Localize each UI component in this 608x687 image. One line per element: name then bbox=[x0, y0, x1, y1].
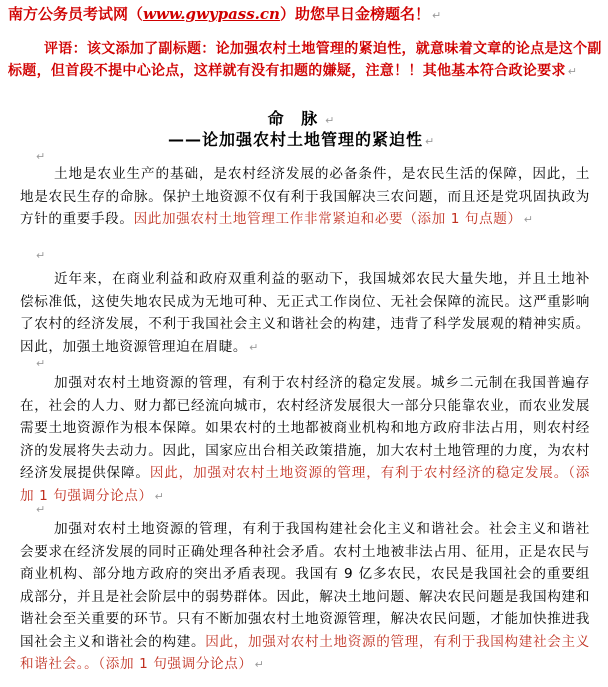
banner-prefix: 南方公务员考试网（ bbox=[8, 5, 144, 23]
paragraph-3-annotation: 因此，加强对农村土地资源的管理，有利于农村经济的稳定发展。（添加 1 句强调分论点） bbox=[20, 465, 590, 504]
paragraph-mark-icon: ↵ bbox=[154, 489, 165, 503]
paragraph-mark-icon: ↵ bbox=[431, 9, 442, 22]
empty-line-mark-icon: ↵ bbox=[36, 249, 46, 262]
paragraph-4-text: 加强对农村土地资源的管理，有利于我国构建社会化主义和谐社会。社会主义和谐社会要求在经济发展的同时正确处理各种社会矛盾。农村土地被非法占用、征用，正是农民与商业机构、部分地方政府的突出矛盾表现。我国有 9 亿多农民，农民是我国社会的重要组成部分，并且是社会阶层中的弱势群体。因此，解决土地问题、解决农民问题是我国构建和谐社会至关重要的环节。只有不断加强农村土地资源管理，解决农民问题，才能加快推进我国社会主义和谐社会的构建。 bbox=[20, 521, 590, 650]
empty-line-mark-icon: ↵ bbox=[36, 503, 46, 516]
paragraph-mark-icon: ↵ bbox=[325, 114, 341, 127]
essay-subtitle-text: ——论加强农村土地管理的紧迫性 bbox=[168, 130, 424, 149]
paragraph-2 bbox=[20, 268, 590, 359]
site-url-link[interactable]: www.gwypass.cn bbox=[143, 5, 280, 23]
paragraph-3-text: 加强对农村土地资源的管理，有利于农村经济的稳定发展。城乡二元制在我国普遍存在，社会的人力、财力都已经流向城市，农村经济发展很大一部分只能靠农业，而农业发展需要土地资源作为根本保障。如果农村的土地都被商业机构和地方政府非法占用，则农村经济的发展将失去动力。因此，国家应出台相关政策措施，加大农村土地管理的力度，为农村经济发展提供保障。 bbox=[20, 375, 590, 481]
paragraph-mark-icon: ↵ bbox=[249, 340, 259, 354]
paragraph-1 bbox=[20, 163, 590, 232]
paragraph-1-annotation: 因此加强农村土地管理工作非常紧迫和必要（添加 1 句点题） bbox=[133, 211, 522, 227]
paragraph-2-text: 近年来，在商业利益和政府双重利益的驱动下，我国城郊农民大量失地，并且土地补偿标准低，这使失地农民成为无地可种、无正式工作岗位、无社会保障的流民。这严重影响了农村的经济发展，不利于我国社会主义和谐社会的构建，违背了科学发展观的精神实质。因此，加强土地资源管理迫在眉睫。 bbox=[20, 271, 590, 355]
paragraph-mark-icon: ↵ bbox=[523, 213, 534, 226]
empty-line-mark-icon: ↵ bbox=[36, 357, 46, 370]
essay-title bbox=[0, 106, 608, 129]
paragraph-1-text: 土地是农业生产的基础，是农村经济发展的必备条件，是农民生活的保障，因此，土地是农民生存的命脉。保护土地资源不仅有利于我国解决三农问题，而且还是党巩固执政为方针的重要手段。 bbox=[20, 166, 590, 227]
paragraph-mark-icon: ↵ bbox=[254, 658, 265, 671]
essay-title-text: 命 脉 bbox=[267, 109, 324, 128]
essay-subtitle bbox=[168, 127, 435, 150]
review-comment-text: 评语：该文添加了副标题：论加强农村土地管理的紧迫性，就意味着文章的论点是这个副标题，但首段不提中心论点，这样就有没有扣题的嫌疑，注意！！其他基本符合政论要求 bbox=[8, 41, 602, 79]
paragraph-4 bbox=[20, 518, 590, 677]
banner-suffix: ）助您早日金榜题名！ bbox=[279, 5, 430, 23]
paragraph-3 bbox=[20, 372, 590, 508]
empty-line-mark-icon: ↵ bbox=[36, 150, 46, 163]
paragraph-mark-icon: ↵ bbox=[567, 65, 578, 78]
site-banner bbox=[8, 3, 441, 24]
paragraph-mark-icon: ↵ bbox=[425, 135, 436, 148]
review-comment bbox=[8, 38, 602, 83]
paragraph-4-annotation: 因此，加强对农村土地资源的管理，有利于我国构建社会主义和谐社会。。（添加 1 句强调分论点） bbox=[20, 633, 590, 672]
